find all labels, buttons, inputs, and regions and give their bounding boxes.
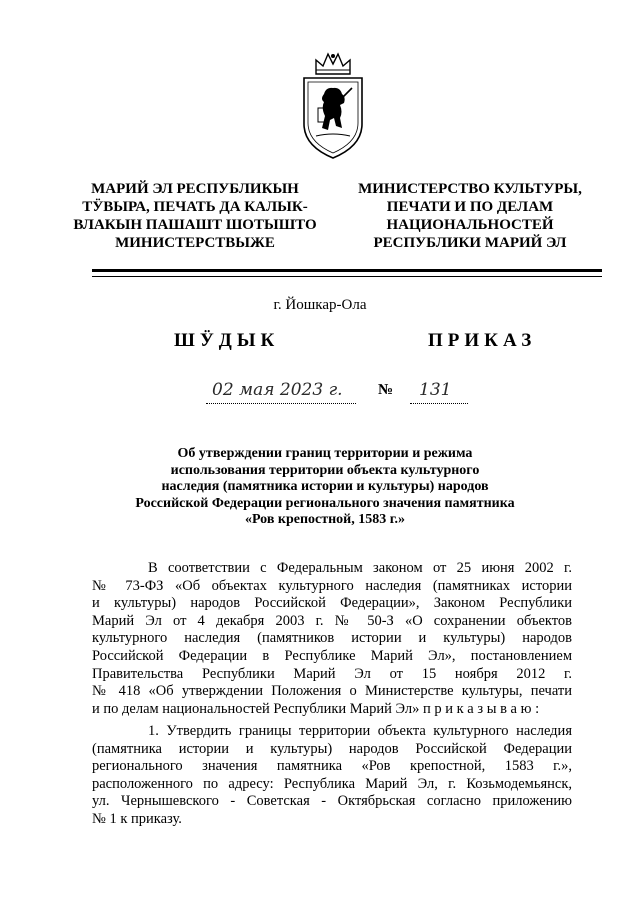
body-line: расположенного по адресу: Республика Марий Эл, г. Козьмодемьянск, bbox=[92, 775, 572, 792]
doc-type-mari: ШӰДЫК bbox=[174, 330, 280, 351]
header-divider-thick bbox=[92, 269, 602, 272]
header-right-line: РЕСПУБЛИКИ МАРИЙ ЭЛ bbox=[373, 235, 567, 251]
body-line: культурного наследия (памятников истории и культуры) народов bbox=[92, 630, 572, 647]
title-line: использования территории объекта культурного bbox=[170, 462, 480, 478]
body-line: № 73-ФЗ «Об объектах культурного наследия (памятниках истории bbox=[92, 577, 572, 594]
header-divider-thin bbox=[92, 276, 602, 277]
preamble-paragraph bbox=[92, 560, 572, 718]
header-left-line: МИНИСТЕРСТВЫЖЕ bbox=[115, 235, 275, 251]
title-line: «Ров крепостной, 1583 г.» bbox=[244, 512, 406, 527]
body-line: ул. Чернышевского - Советская - Октябрьская согласно приложению bbox=[92, 793, 572, 810]
body-line: Марий Эл от 4 декабря 2003 г. № 50-З «О сохранении объектов bbox=[92, 612, 572, 629]
title-line: наследия (памятника истории и культуры) народов bbox=[161, 479, 489, 494]
body-line: (памятника истории и культуры) народов Российской Федерации bbox=[92, 740, 572, 757]
number-sign: № bbox=[378, 382, 394, 398]
mari-el-coat-of-arms-icon bbox=[296, 50, 370, 162]
doc-type-russian: ПРИКАЗ bbox=[428, 330, 537, 351]
order-item-1 bbox=[92, 723, 572, 829]
body-line: № 418 «Об утверждении Положения о Министерстве культуры, печати bbox=[92, 683, 572, 700]
header-left-line: МАРИЙ ЭЛ РЕСПУБЛИКЫН bbox=[91, 181, 299, 197]
body-line: Правительства Республики Марий Эл от 15 ноября 2012 г. bbox=[92, 665, 572, 682]
body-line: и культуры) народов Российской Федерации», Законом Республики bbox=[92, 595, 572, 612]
handwritten-number: 131 bbox=[419, 380, 452, 400]
handwritten-date: 02 мая 2023 г. bbox=[212, 380, 343, 400]
body-line: № 1 к приказу. bbox=[92, 810, 182, 827]
header-right-line: ПЕЧАТИ И ПО ДЕЛАМ bbox=[386, 199, 554, 215]
city-name: г. Йошкар-Ола bbox=[273, 297, 367, 313]
header-right-line: НАЦИОНАЛЬНОСТЕЙ bbox=[386, 217, 554, 233]
title-line: Об утверждении границ территории и режима bbox=[177, 446, 473, 461]
date-underline bbox=[206, 403, 356, 405]
body-line: регионального значения памятника «Ров крепостной, 1583 г.», bbox=[92, 758, 572, 775]
number-underline bbox=[410, 403, 468, 405]
title-line: Российской Федерации регионального значения памятника bbox=[135, 495, 515, 511]
document-title bbox=[120, 446, 530, 529]
header-left-line: ВЛАКЫН ПАШАШТ ШОТЫШТО bbox=[73, 217, 317, 233]
ministry-name-mari bbox=[70, 180, 320, 252]
ministry-name-russian bbox=[345, 180, 595, 252]
body-line: В соответствии с Федеральным законом от 25 июня 2002 г. bbox=[148, 560, 572, 576]
body-line: Российской Федерации в Республике Марий Эл», постановлением bbox=[92, 647, 572, 664]
header-right-line: МИНИСТЕРСТВО КУЛЬТУРЫ, bbox=[358, 181, 582, 197]
header-left-line: ТӰВЫРА, ПЕЧАТЬ ДА КАЛЫК- bbox=[82, 199, 308, 215]
body-line: и по делам национальностей Республики Марий Эл» п р и к а з ы в а ю : bbox=[92, 700, 540, 717]
body-line: 1. Утвердить границы территории объекта культурного наследия bbox=[148, 723, 572, 739]
